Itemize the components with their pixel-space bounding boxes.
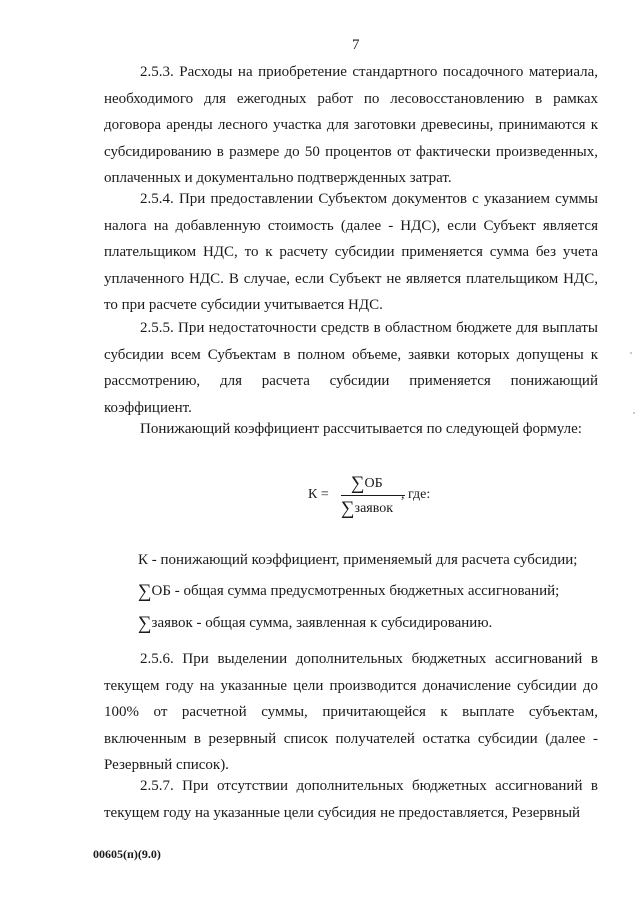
sigma-symbol: ∑: [341, 498, 355, 519]
paragraph-2-5-7: 2.5.7. При отсутствии дополнительных бюджетных ассигнований в текущем году на указанные цели субсидия не предоставляется, Резервный: [104, 778, 598, 821]
document-code: 00605(п)(9.0): [93, 847, 161, 861]
definition-ob-text: - общая сумма предусмотренных бюджетных ассигнований;: [171, 583, 560, 599]
formula-intro: Понижающий коэффициент рассчитывается по следующей формуле:: [140, 421, 582, 437]
formula-denominator: ∑заявок: [341, 498, 394, 519]
paragraph-2-5-3: 2.5.3. Расходы на приобретение стандартного посадочного материала, необходимого для ежегодных работ по лесовосстановлению в рамках договора аренды лесного участка для заготовки древесины, принимаются к субсидированию в размере до 50 процентов от фактически произведенных, оплаченных и документально подтвержденных затрат.: [104, 64, 598, 186]
paragraph-2-5-5: 2.5.5. При недостаточности средств в областном бюджете для выплаты субсидии всем Субъектам в полном объеме, заявки которых допущены к рассмотрению, для расчета субсидии применяется понижающий коэффициент.: [104, 320, 598, 416]
sigma-symbol: ∑: [351, 473, 365, 494]
formula-numerator: ∑ОБ: [351, 473, 383, 494]
page-number: 7: [352, 37, 360, 53]
scan-speck: [633, 412, 635, 414]
formula-suffix: , где:: [401, 487, 431, 502]
definition-zayavok-text: - общая сумма, заявленная к субсидированию.: [192, 615, 493, 631]
fraction-bar: [341, 495, 405, 496]
formula-lhs: К =: [308, 487, 329, 502]
paragraph-2-5-6: 2.5.6. При выделении дополнительных бюджетных ассигнований в текущем году на указанные цели производится доначисление субсидии до 100% от расчетной суммы, причитающейся к выплате субъектам, включенным в резервный список получателей остатка субсидии (далее - Резервный список).: [104, 651, 598, 773]
definition-zayavok-term: заявок: [151, 615, 193, 631]
definition-ob-term: ОБ: [151, 583, 171, 599]
definition-ob: [138, 581, 559, 603]
definition-k: К - понижающий коэффициент, применяемый для расчета субсидии;: [138, 552, 578, 568]
scan-speck: [630, 352, 632, 354]
sigma-symbol: ∑: [138, 581, 152, 602]
sigma-symbol: ∑: [138, 613, 152, 634]
definition-zayavok: [138, 613, 492, 635]
paragraph-2-5-4: 2.5.4. При предоставлении Субъектом документов с указанием суммы налога на добавленную стоимость (далее - НДС), если Субъект является плательщиком НДС, то к расчету субсидии применяется сумма без учета уплаченного НДС. В случае, если Субъект не является плательщиком НДС, то при расчете субсидии учитывается НДС.: [104, 191, 598, 313]
